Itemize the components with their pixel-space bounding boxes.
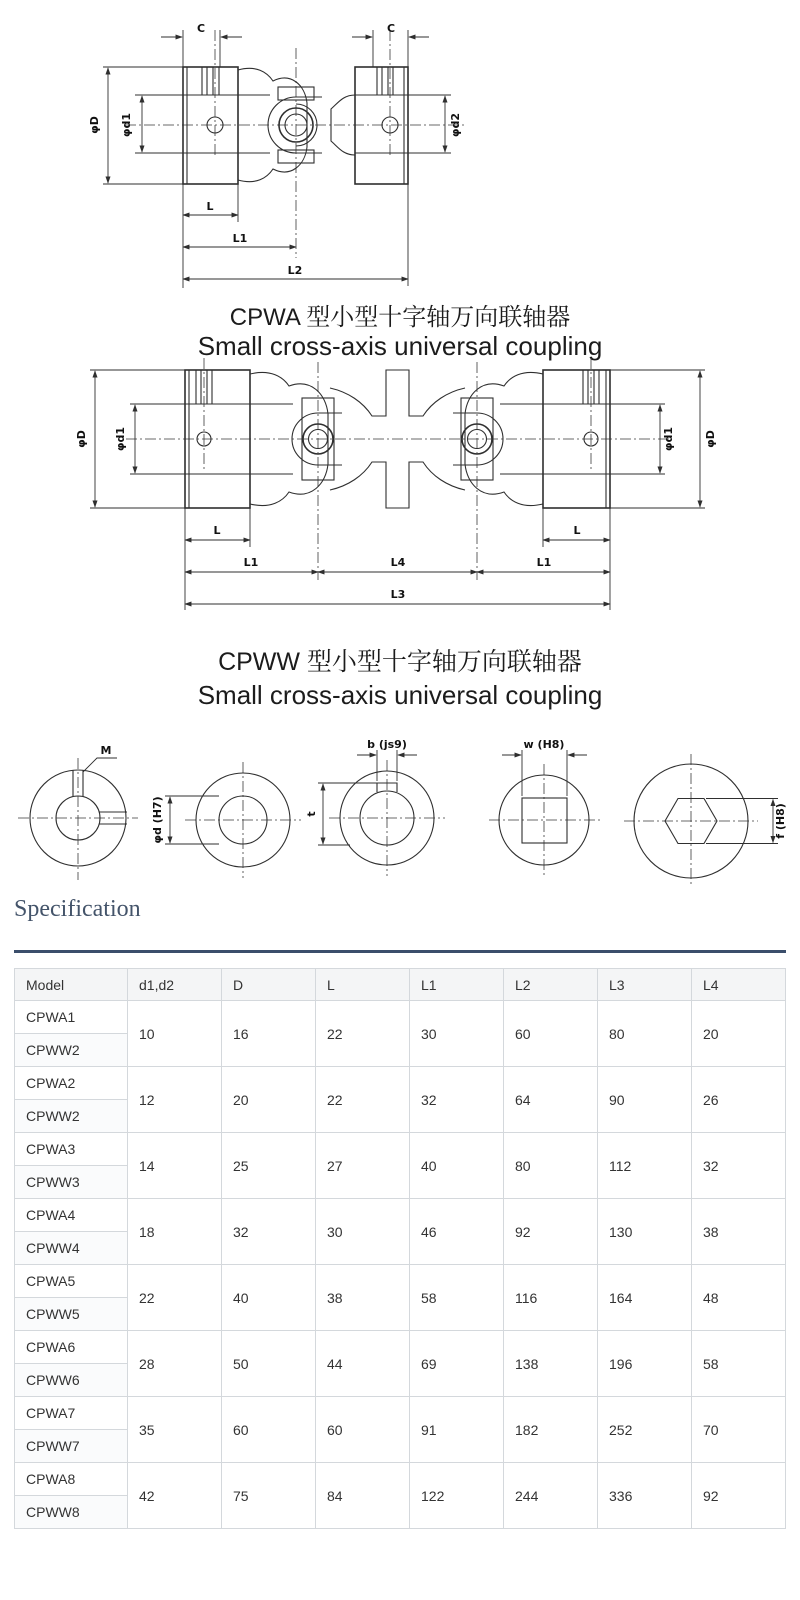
- dim-label-key-width: b (js9): [367, 738, 407, 751]
- value-cell: 20: [692, 1001, 786, 1067]
- value-cell: 26: [692, 1067, 786, 1133]
- value-cell: 30: [410, 1001, 504, 1067]
- value-cell: 20: [222, 1067, 316, 1133]
- dim-label-d: φD: [88, 116, 101, 134]
- model-cell: CPWA3: [15, 1133, 128, 1166]
- dim-label-l-right: L: [573, 524, 581, 537]
- value-cell: 30: [316, 1199, 410, 1265]
- cpwa-title-cn: CPWA 型小型十字轴万向联轴器: [229, 304, 571, 331]
- dim-label-d1-left: φd1: [114, 426, 127, 452]
- column-header: L3: [598, 969, 692, 1001]
- value-cell: 14: [128, 1133, 222, 1199]
- model-cell: CPWW7: [15, 1430, 128, 1463]
- bore-section-views: [5, 708, 795, 888]
- dim-label-l3: L3: [390, 588, 406, 601]
- model-cell: CPWA2: [15, 1067, 128, 1100]
- dim-label-d1: φd1: [120, 112, 133, 138]
- dimension-labels: [75, 427, 717, 601]
- cpww-title-en: Small cross-axis universal coupling: [197, 680, 603, 710]
- dim-label-key-depth: t: [305, 811, 318, 817]
- value-cell: 18: [128, 1199, 222, 1265]
- dim-label-c-right: C: [386, 22, 396, 35]
- value-cell: 91: [410, 1397, 504, 1463]
- value-cell: 80: [598, 1001, 692, 1067]
- value-cell: 32: [692, 1133, 786, 1199]
- heading-divider: [14, 950, 786, 953]
- model-cell: CPWA5: [15, 1265, 128, 1298]
- specification-heading: Specification: [14, 896, 141, 922]
- column-header: Model: [15, 969, 128, 1001]
- table-row: [15, 1199, 786, 1232]
- value-cell: 75: [222, 1463, 316, 1529]
- value-cell: 46: [410, 1199, 504, 1265]
- value-cell: 92: [504, 1199, 598, 1265]
- value-cell: 70: [692, 1397, 786, 1463]
- value-cell: 38: [692, 1199, 786, 1265]
- dim-label-bore-fit: φd (H7): [151, 796, 164, 844]
- model-cell: CPWA6: [15, 1331, 128, 1364]
- specification-table-wrap: [14, 968, 786, 1529]
- value-cell: 336: [598, 1463, 692, 1529]
- dim-label-d-right: φD: [704, 430, 717, 448]
- cpwa-title-en: Small cross-axis universal coupling: [197, 331, 603, 361]
- value-cell: 44: [316, 1331, 410, 1397]
- value-cell: 22: [128, 1265, 222, 1331]
- value-cell: 122: [410, 1463, 504, 1529]
- cpww-title: [0, 646, 800, 711]
- value-cell: 48: [692, 1265, 786, 1331]
- dim-label-c-left: C: [196, 22, 206, 35]
- value-cell: 60: [504, 1001, 598, 1067]
- value-cell: 42: [128, 1463, 222, 1529]
- value-cell: 92: [692, 1463, 786, 1529]
- model-cell: CPWW5: [15, 1298, 128, 1331]
- specification-table: [14, 968, 786, 1529]
- model-cell: CPWW6: [15, 1364, 128, 1397]
- dim-label-l2: L2: [287, 264, 303, 277]
- value-cell: 130: [598, 1199, 692, 1265]
- model-cell: CPWA4: [15, 1199, 128, 1232]
- dimension-labels: [88, 22, 462, 277]
- value-cell: 50: [222, 1331, 316, 1397]
- model-cell: CPWA1: [15, 1001, 128, 1034]
- value-cell: 116: [504, 1265, 598, 1331]
- value-cell: 138: [504, 1331, 598, 1397]
- model-cell: CPWW2: [15, 1034, 128, 1067]
- value-cell: 112: [598, 1133, 692, 1199]
- keyway-bore-view: [305, 738, 434, 865]
- model-cell: CPWA7: [15, 1397, 128, 1430]
- set-screw-bore-view: [30, 744, 127, 866]
- value-cell: 196: [598, 1331, 692, 1397]
- dim-label-hex: f (H8): [774, 803, 787, 839]
- dim-label-l: L: [206, 200, 214, 213]
- cpwa-title: [0, 303, 800, 361]
- value-cell: 32: [222, 1199, 316, 1265]
- cpwa-technical-drawing: [70, 10, 480, 310]
- table-row: [15, 1067, 786, 1100]
- value-cell: 60: [316, 1397, 410, 1463]
- value-cell: 40: [222, 1265, 316, 1331]
- dim-label-d2: φd2: [449, 112, 462, 138]
- value-cell: 16: [222, 1001, 316, 1067]
- value-cell: 38: [316, 1265, 410, 1331]
- model-cell: CPWW4: [15, 1232, 128, 1265]
- table-row: [15, 1463, 786, 1496]
- value-cell: 25: [222, 1133, 316, 1199]
- dimension-lines: [90, 370, 705, 610]
- dim-label-l4: L4: [390, 556, 406, 569]
- dim-label-square: w (H8): [523, 738, 565, 751]
- value-cell: 244: [504, 1463, 598, 1529]
- dim-label-d1-right: φd1: [662, 426, 675, 452]
- column-header: d1,d2: [128, 969, 222, 1001]
- value-cell: 80: [504, 1133, 598, 1199]
- table-row: [15, 1001, 786, 1034]
- column-header: D: [222, 969, 316, 1001]
- joint-body: [135, 67, 451, 184]
- dim-label-l-left: L: [213, 524, 221, 537]
- cpww-title-cn: CPWW 型小型十字轴万向联轴器: [218, 648, 582, 676]
- model-cell: CPWW3: [15, 1166, 128, 1199]
- value-cell: 35: [128, 1397, 222, 1463]
- table-row: [15, 1265, 786, 1298]
- column-header: L4: [692, 969, 786, 1001]
- dim-label-l1-right: L1: [536, 556, 552, 569]
- model-cell: CPWW8: [15, 1496, 128, 1529]
- value-cell: 58: [410, 1265, 504, 1331]
- model-cell: CPWA8: [15, 1463, 128, 1496]
- column-header: L1: [410, 969, 504, 1001]
- dim-label-set-screw: M: [100, 744, 112, 757]
- value-cell: 252: [598, 1397, 692, 1463]
- value-cell: 84: [316, 1463, 410, 1529]
- value-cell: 32: [410, 1067, 504, 1133]
- value-cell: 27: [316, 1133, 410, 1199]
- header-row: [15, 969, 786, 1001]
- column-header: L: [316, 969, 410, 1001]
- dimension-lines: [103, 30, 445, 288]
- table-row: [15, 1331, 786, 1364]
- dim-label-l1-left: L1: [243, 556, 259, 569]
- dim-label-d-left: φD: [75, 430, 88, 448]
- value-cell: 22: [316, 1001, 410, 1067]
- centerlines: [18, 754, 758, 887]
- value-cell: 182: [504, 1397, 598, 1463]
- value-cell: 22: [316, 1067, 410, 1133]
- value-cell: 64: [504, 1067, 598, 1133]
- value-cell: 164: [598, 1265, 692, 1331]
- value-cell: 60: [222, 1397, 316, 1463]
- dim-label-l1: L1: [232, 232, 248, 245]
- table-row: [15, 1397, 786, 1430]
- value-cell: 90: [598, 1067, 692, 1133]
- centerlines: [125, 30, 467, 258]
- column-header: L2: [504, 969, 598, 1001]
- table-row: [15, 1133, 786, 1166]
- value-cell: 28: [128, 1331, 222, 1397]
- model-cell: CPWW2: [15, 1100, 128, 1133]
- cpww-technical-drawing: [68, 358, 728, 620]
- value-cell: 58: [692, 1331, 786, 1397]
- value-cell: 12: [128, 1067, 222, 1133]
- value-cell: 69: [410, 1331, 504, 1397]
- value-cell: 40: [410, 1133, 504, 1199]
- value-cell: 10: [128, 1001, 222, 1067]
